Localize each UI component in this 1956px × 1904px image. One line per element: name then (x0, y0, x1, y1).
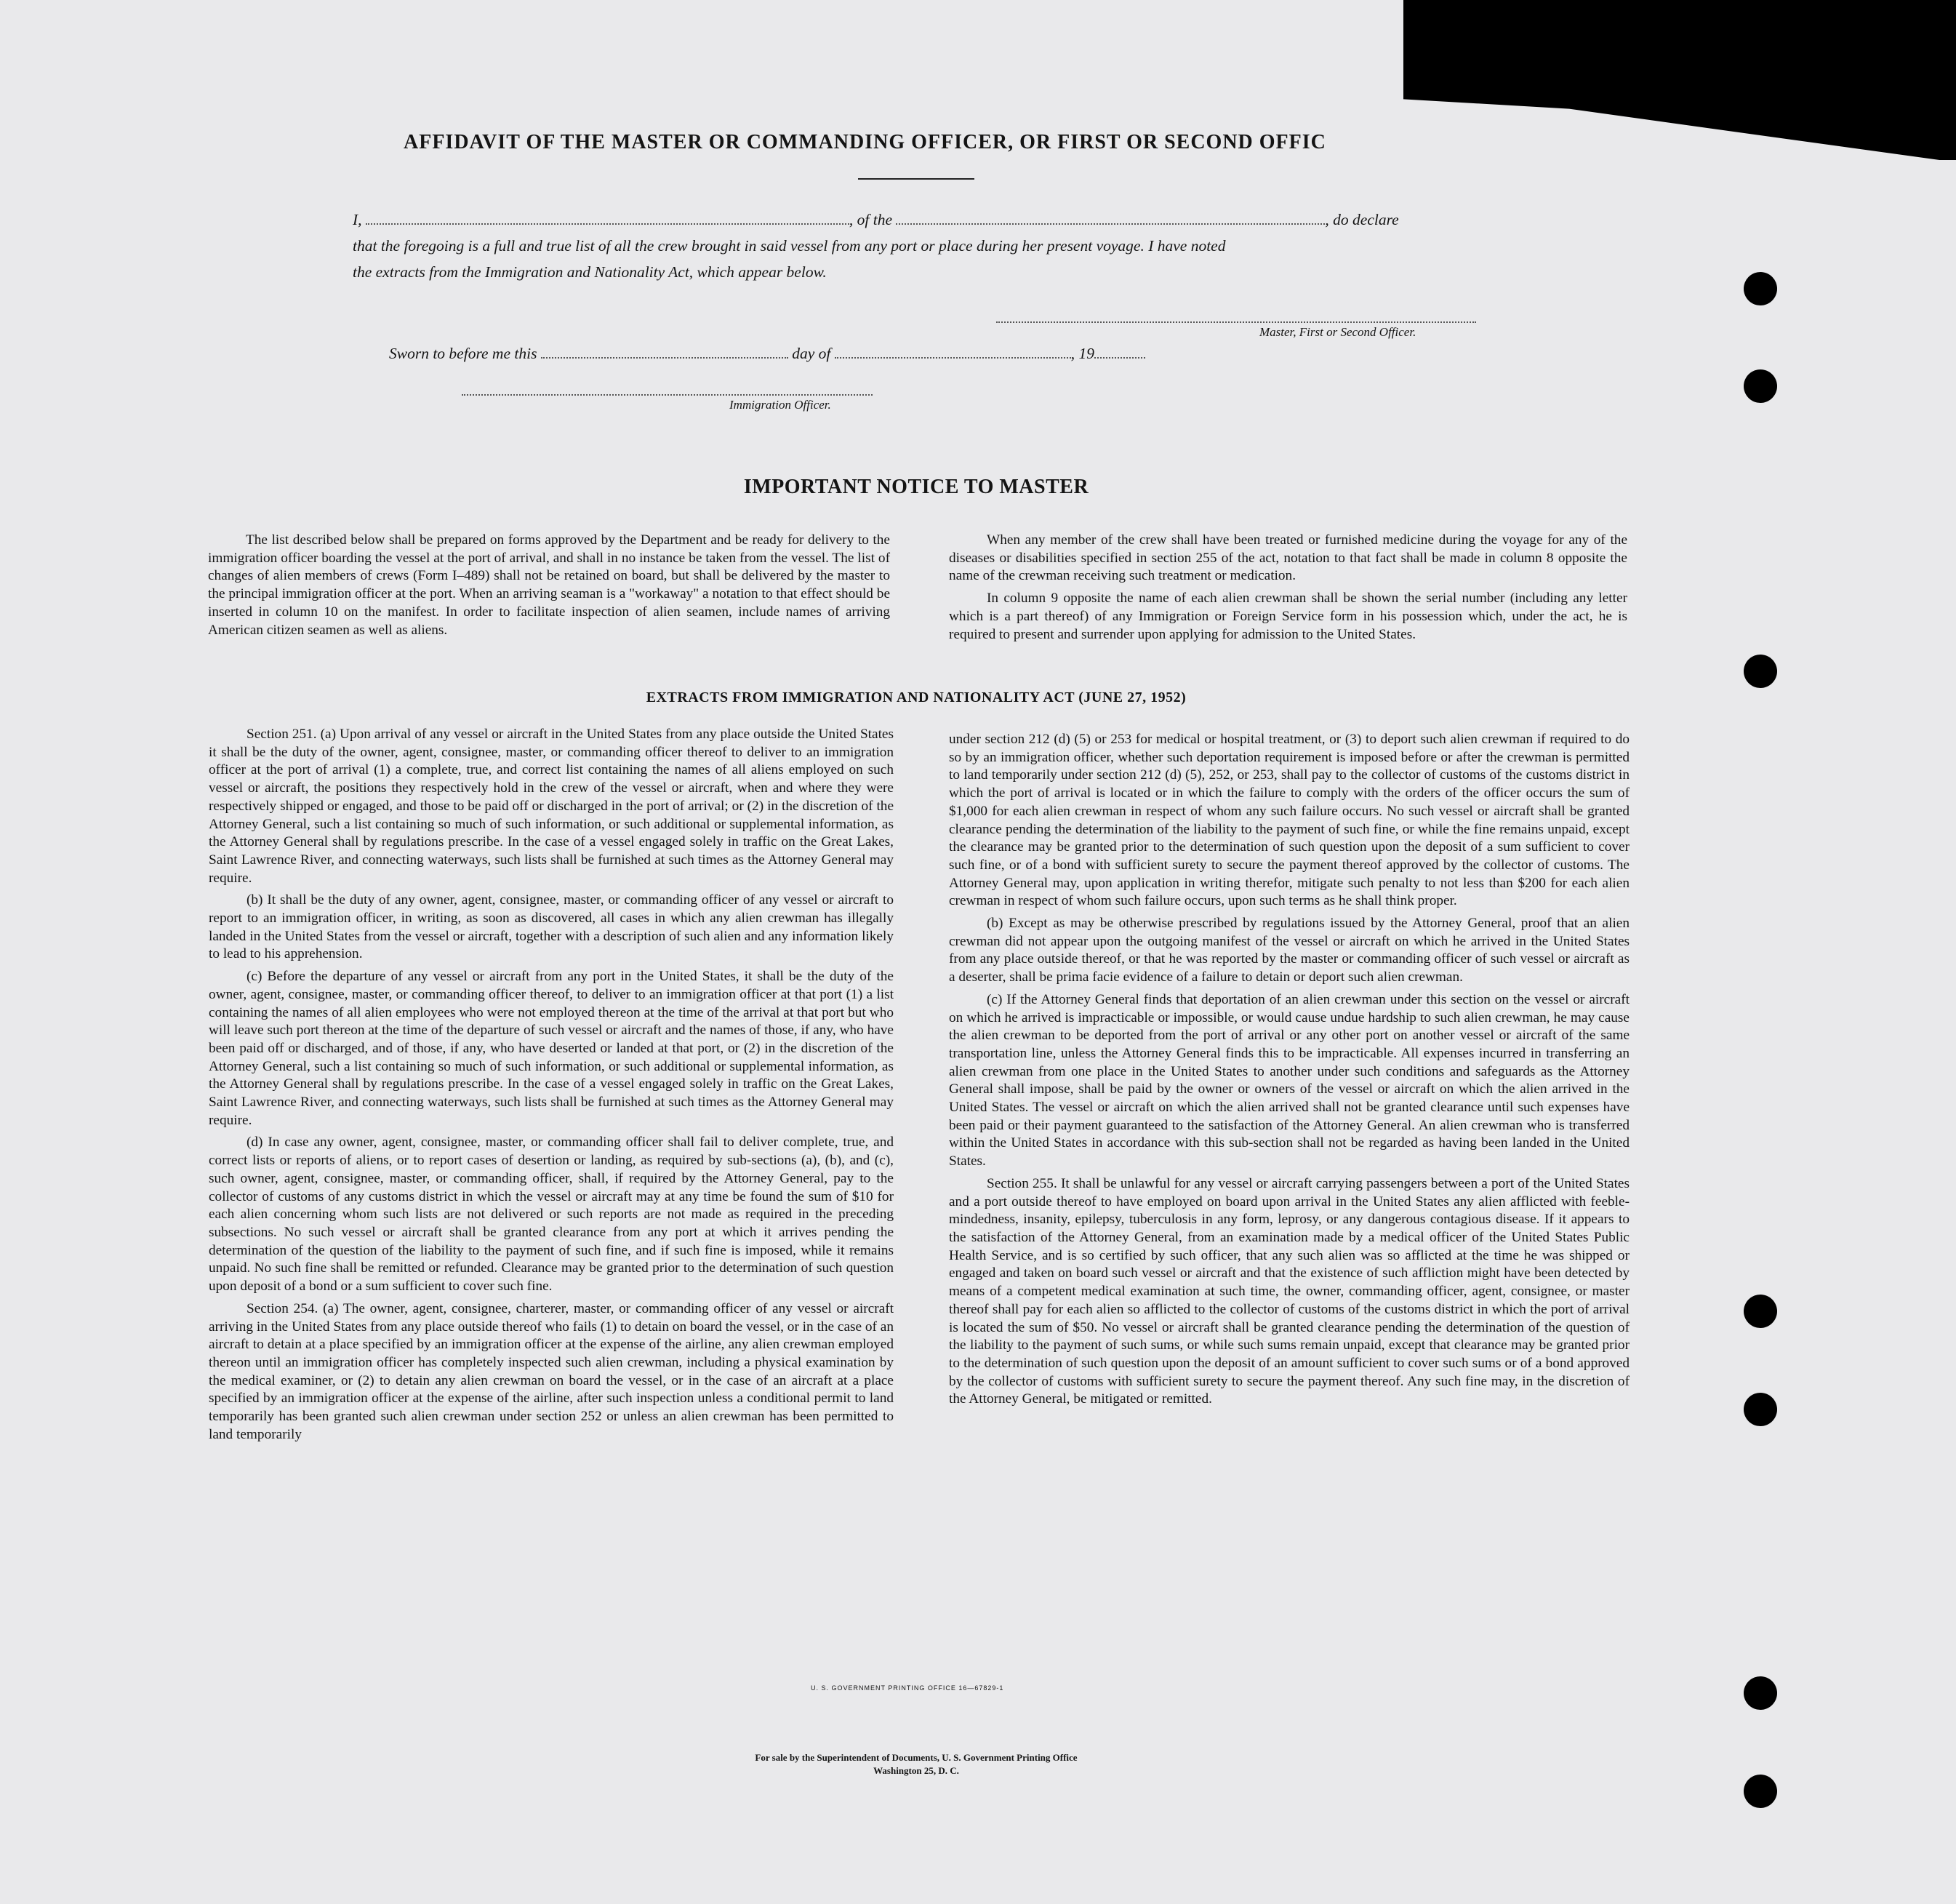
declaration-line-3: the extracts from the Immigration and Nationality Act, which appear below. (353, 263, 827, 281)
immigration-officer-label: Immigration Officer. (729, 398, 831, 412)
extracts-right-column (949, 731, 1630, 1413)
declarant-prefix: I, (353, 211, 362, 228)
section-251-d: (d) In case any owner, agent, consignee, master, or commanding officer shall fail to deliver complete, true, and correct lists or reports of aliens, or to report cases of desertion or landing, as required by sub-sections (a), (b), and (c), such owner, agent, consignee, master, or commanding officer, shall, if required by the Attorney General, pay to the collector of customs of any customs district in which the vessel or aircraft may at any time be found the sum of $10 for each alien concerning whom such lists are not delivered or such reports are not made as required in the preceding subsections. No such vessel or aircraft shall be granted clearance from any port at which it arrives pending the determination of the question of the liability to the payment of such fine, and if such fine is imposed, while it remains unpaid. No such fine shall be remitted or refunded. Clearance may be granted prior to the determination of such question upon deposit of a bond or a sum sufficient to cover such fine. (209, 1135, 894, 1295)
notice-right-paragraph-2: In column 9 opposite the name of each alien crewman shall be shown the serial number (including any letter which is a part thereof) of any Immigration or Foreign Service form in his possession which, under the act, he is required to present and surrender upon applying for admission to the United States. (949, 591, 1627, 642)
do-declare-label: , do declare (1325, 211, 1399, 228)
binder-hole (1744, 1676, 1777, 1710)
printing-office-imprint: U. S. GOVERNMENT PRINTING OFFICE 16—67829-1 (811, 1684, 1004, 1692)
vessel-name-field[interactable] (896, 217, 1325, 225)
section-254-a: Section 254. (a) The owner, agent, consignee, charterer, master, or commanding officer of any vessel or aircraft arriving in the United States from any place outside thereof who fails (1) to detain on board the vessel, or in the case of an aircraft to detain at a place specified by an immigration officer at the expense of the airline, any alien crewman employed thereon until an immigration officer has completely inspected such alien crewman, including a physical examination by the medical examiner, or (2) to detain any alien crewman on board the vessel, or in the case of an aircraft at a place specified by an immigration officer at the expense of the airline, after such inspection unless a conditional permit to land temporarily has been granted such alien crewman under section 252 or unless an alien crewman has been permitted to land temporarily (209, 1300, 894, 1442)
notice-left-paragraph: The list described below shall be prepared on forms approved by the Department and be ready for delivery to the immigration officer boarding the vessel at the port of arrival, and shall in no instance be taken from the vessel. The list of changes of alien members of crews (Form I–489) shall not be retained on board, but shall be delivered by the master to the principal immigration officer at the port. When an arriving seaman is a "workaway" a notation to that effect should be inserted in column 10 on the manifest. In order to facilitate inspection of alien seamen, include names of arriving American citizen seamen as well as aliens. (208, 532, 890, 638)
sworn-label: Sworn to before me this (389, 345, 537, 362)
binder-hole (1744, 1775, 1777, 1808)
notice-heading: IMPORTANT NOTICE TO MASTER (743, 476, 1089, 498)
day-of-label: day of (792, 345, 831, 362)
sworn-day-field[interactable] (541, 351, 788, 359)
notice-right-paragraph-1: When any member of the crew shall have been treated or furnished medicine during the voyage for any of the diseases or disabilities specified in section 255 of the act, notation to that fact shall be made in column 8 opposite the name of the crewman receiving such treatment or medication. (949, 532, 1627, 584)
master-signature-label: Master, First or Second Officer. (1259, 325, 1416, 339)
extracts-left-column (209, 726, 894, 1448)
notice-left-column (208, 532, 890, 644)
section-254-b: (b) Except as may be otherwise prescribed by regulations issued by the Attorney General, proof that an alien crewman did not appear upon the outgoing manifest of the vessel or aircraft on which he arrived in the United States from any place outside thereof, or that he was reported by the master or commanding officer of such vessel or aircraft as a deserter, shall be prima facie evidence of a failure to detain or deport such alien crewman. (949, 916, 1630, 985)
binder-hole (1744, 1295, 1777, 1328)
title-rule (858, 178, 974, 180)
affidavit-title: AFFIDAVIT OF THE MASTER OR COMMANDING OFFICER, OR FIRST OR SECOND OFFIC (404, 131, 1326, 153)
master-signature-field[interactable] (996, 321, 1476, 323)
immigration-officer-signature-field[interactable] (462, 394, 873, 396)
section-251-a: Section 251. (a) Upon arrival of any vessel or aircraft in the United States from any place outside the United States it shall be the duty of the owner, agent, consignee, master, or commanding officer thereof to deliver to an immigration officer at the port of arrival (1) a complete, true, and correct list containing the names of all aliens employed on such vessel or aircraft, the positions they respectively hold in the crew of the vessel or aircraft, when and where they were respectively shipped or engaged, and those to be paid off or discharged in the port of arrival; or (2) in the discretion of the Attorney General, such a list containing so much of such information, or such additional or supplemental information, as the Attorney General shall by regulations prescribe. In the case of a vessel engaged solely in traffic on the Great Lakes, Saint Lawrence River, and connecting waterways, such lists shall be furnished at such times as the Attorney General may require. (209, 727, 894, 886)
sworn-month-field[interactable] (835, 351, 1071, 359)
binder-hole (1744, 369, 1777, 403)
section-251-c: (c) Before the departure of any vessel or aircraft from any port in the United States, it shall be the duty of the owner, agent, consignee, master, or commanding officer thereof, to deliver to an immigration officer at that port (1) a list containing the names of all alien employees who were not employed thereon at the time of the arrival at that port but who will leave such port thereon at the time of the departure of such vessel or aircraft and the names of those, if any, who have been paid off or discharged, and of those, if any, who have deserted or landed at that port, or (2) in the discretion of the Attorney General, such a list containing so much of such information, or such additional or supplemental information, as the Attorney General shall by regulations prescribe. In the case of a vessel engaged solely in traffic on the Great Lakes, Saint Lawrence River, and connecting waterways, such lists shall be furnished at such times as the Attorney General may require. (209, 969, 894, 1128)
declarant-name-field[interactable] (366, 217, 849, 225)
section-254-a-continued: under section 212 (d) (5) or 253 for medical or hospital treatment, or (3) to deport such alien crewman if required to do so by an immigration officer, whether such deportation requirement is imposed before or after the crewman is permitted to land temporarily under section 212 (d) (5), 252, or 253, shall pay to the collector of customs of the customs district in which the port of arrival is located or in which the failure to comply with the orders of the officer occurs the sum of $1,000 for each alien crewman in respect of whom any such failure occurs. No such vessel or aircraft shall be granted clearance pending the determination of the liability to the payment of such fine, or while the fine remains unpaid, except the clearance may be granted prior to the determination of such question upon the deposit of a sum sufficient to cover such fine, or of a bond with sufficient surety to secure the payment thereof approved by the collector of customs. The Attorney General may, upon application in writing therefor, mitigate such penalty to not less than $200 for each alien crewman in respect of whom such failure occurs, upon such terms as he shall think proper. (949, 732, 1630, 909)
binder-hole (1744, 1393, 1777, 1426)
sale-notice (0, 1751, 1832, 1777)
declaration-line-1 (353, 207, 1480, 233)
extracts-heading: EXTRACTS FROM IMMIGRATION AND NATIONALITY ACT (JUNE 27, 1952) (646, 689, 1187, 705)
sworn-line (389, 340, 1516, 367)
sale-notice-line-1: For sale by the Superintendent of Documents, U. S. Government Printing Office (755, 1752, 1078, 1763)
notice-right-column (949, 532, 1627, 648)
binder-hole (1744, 272, 1777, 305)
section-254-c: (c) If the Attorney General finds that deportation of an alien crewman under this section on the vessel or aircraft on which he arrived is impracticable or impossible, or would cause undue hardship to such alien crewman, he may cause the alien crewman to be deported from the port of arrival or any other port on another vessel or aircraft of the same transportation line, unless the Attorney General finds this to be impracticable. All expenses incurred in transferring an alien crewman from one place in the United States to another under such conditions and safeguards as the Attorney General shall impose, shall be paid by the owner or owners of the vessel or aircraft on which the alien arrived in the United States. The vessel or aircraft on which the alien arrived shall not be granted clearance until such expenses have been paid or their payment guaranteed to the satisfaction of the Attorney General. An alien crewman who is transferred within the United States in accordance with this sub-section shall not be regarded as having been landed in the United States. (949, 991, 1630, 1169)
section-255: Section 255. It shall be unlawful for any vessel or aircraft carrying passengers between a port of the United States and a port outside thereof to have employed on board upon arrival in the United States any alien afflicted with feeble-mindedness, insanity, epilepsy, tuberculosis in any form, leprosy, or any dangerous contagious disease. If it appears to the satisfaction of the Attorney General, from an examination made by a medical officer of the United States Public Health Service, and is so certified by such officer, that any such alien was so afflicted at the time he was shipped or engaged and taken on board such vessel or aircraft and that the existence of such affliction might have been detected by means of a competent medical examination at such time, the owner, commanding officer, agent, consignee, or master thereof shall pay for each alien so afflicted to the collector of customs of the customs district in which the port of arrival is located the sum of $50. No vessel or aircraft shall be granted clearance pending the determination of the question of the liability to the payment of such sums, or while such sums remain unpaid, except that clearance may be granted prior to the determination of such question upon the deposit of an amount sufficient to cover such sums or of a bond approved by the collector of customs with sufficient surety to secure the payment thereof. Any such fine may, in the discretion of the Attorney General, be mitigated or remitted. (949, 1175, 1630, 1407)
sworn-year-field[interactable] (1094, 351, 1145, 359)
section-251-b: (b) It shall be the duty of any owner, agent, consignee, master, or commanding officer of any vessel or aircraft to report to an immigration officer, in writing, as soon as discovered, all cases in which any alien crewman has illegally landed in the United States from the vessel or aircraft, together with a description of such alien and any information likely to lead to his apprehension. (209, 892, 894, 962)
declaration-line-2: that the foregoing is a full and true list of all the crew brought in said vessel from any port or place during her present voyage. I have noted (353, 237, 1226, 255)
year-label: , 19 (1070, 345, 1094, 362)
binder-hole (1744, 655, 1777, 688)
of-the-label: , of the (849, 211, 893, 228)
sale-notice-line-2: Washington 25, D. C. (873, 1765, 959, 1776)
